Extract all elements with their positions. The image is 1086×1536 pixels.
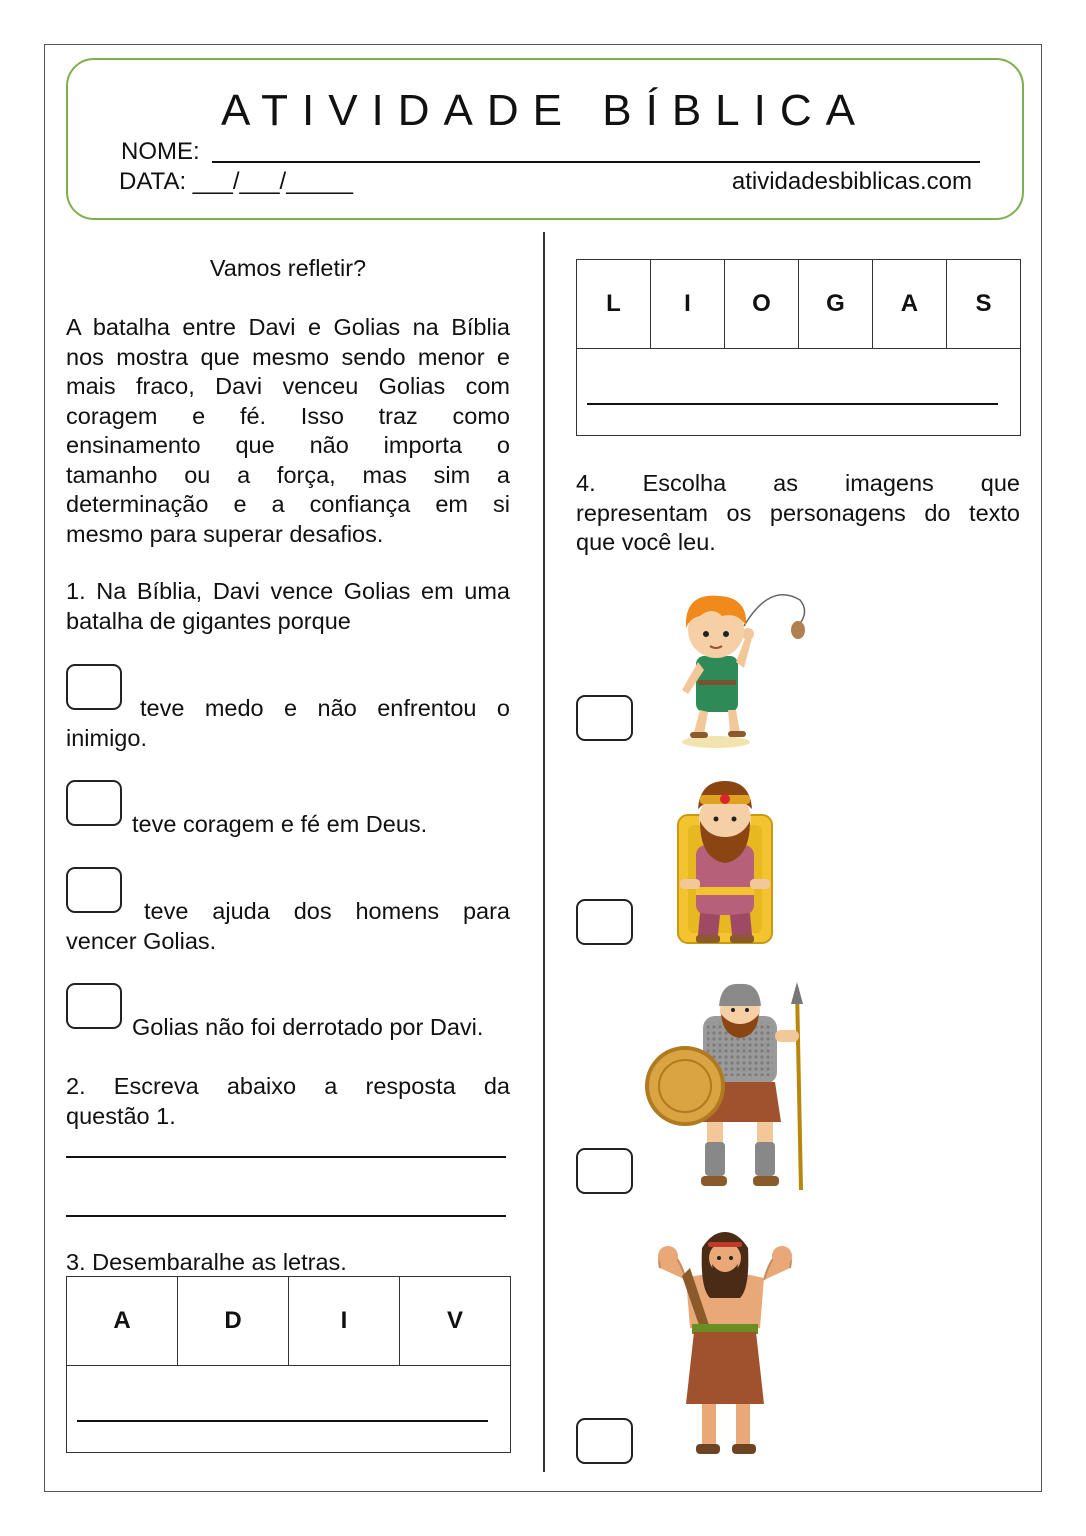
question-1-line: 1. Na Bíblia, Davi vence Golias em uma (66, 578, 510, 604)
option-2-text: teve coragem e fé em Deus. (132, 811, 428, 837)
intro-heading: Vamos refletir? (209, 255, 367, 281)
paragraph-line: ensinamento que não importa o (66, 432, 510, 458)
question-2-line: questão 1. (66, 1102, 176, 1129)
question-3: 3. Desembaralhe as letras. (66, 1249, 347, 1275)
scramble-table-davi (66, 1276, 511, 1453)
paragraph-line: tamanho ou a força, mas sim a (66, 461, 510, 488)
header-box (66, 58, 1024, 220)
question-1 (66, 577, 510, 636)
paragraph-line: coragem e fé. Isso traz como (66, 402, 510, 429)
boy-with-sling-icon (660, 582, 820, 752)
paragraph-line: determinação e a confiança em si (66, 491, 510, 517)
letter-cell: G (798, 260, 872, 349)
option-3-text: teve ajuda dos homens para vencer Golias. (66, 898, 510, 954)
paragraph-line: A batalha entre Davi e Golias na Bíblia (66, 314, 510, 340)
strongman-icon (650, 1228, 800, 1468)
character-1-checkbox[interactable] (576, 695, 633, 741)
character-2-checkbox[interactable] (576, 899, 633, 945)
option-4-text: Golias não foi derrotado por Davi. (132, 1014, 484, 1040)
intro-paragraph (66, 313, 510, 549)
letter-cell: I (289, 1277, 400, 1366)
question-4-line: que você leu. (576, 529, 716, 555)
option-1-text: teve medo e não enfrentou o inimigo. (66, 695, 510, 751)
question-2 (66, 1072, 510, 1131)
king-on-throne-icon (670, 775, 780, 950)
question-1-line: batalha de gigantes porque (66, 607, 351, 634)
character-3-checkbox[interactable] (576, 1148, 633, 1194)
paragraph-line: mais fraco, Davi venceu Golias com (66, 373, 510, 399)
letter-cell: V (400, 1277, 511, 1366)
question-4-line: representam os personagens do texto (576, 499, 1020, 526)
question-4 (576, 469, 1020, 558)
scramble-table-golias (576, 259, 1021, 436)
option-2-checkbox[interactable] (66, 780, 122, 826)
question-2-line: 2. Escreva abaixo a resposta da (66, 1073, 510, 1099)
name-field[interactable] (212, 161, 980, 163)
date-field[interactable]: DATA: ___/___/_____ (119, 168, 353, 195)
letter-cell: S (946, 260, 1020, 349)
answer-line-2[interactable] (66, 1215, 506, 1217)
unscramble-answer-cell[interactable] (577, 349, 1021, 436)
name-label: NOME: (121, 138, 200, 165)
website-label: atividadesbiblicas.com (731, 168, 972, 195)
question-4-line: 4. Escolha as imagens que (576, 470, 1020, 496)
unscramble-answer-cell[interactable] (67, 1366, 511, 1453)
page-title: ATIVIDADE BÍBLICA (221, 86, 869, 135)
soldier-with-shield-and-spear-icon (645, 982, 815, 1197)
letter-cell: I (650, 260, 724, 349)
paragraph-line: mesmo para superar desafios. (66, 520, 384, 547)
paragraph-line: nos mostra que mesmo sendo menor e (66, 343, 510, 370)
letter-cell: L (577, 260, 651, 349)
letter-cell: D (178, 1277, 289, 1366)
character-4-checkbox[interactable] (576, 1418, 633, 1464)
letter-cell: O (724, 260, 798, 349)
letter-cell: A (872, 260, 946, 349)
letter-cell: A (67, 1277, 178, 1366)
option-4-checkbox[interactable] (66, 983, 122, 1029)
column-divider (543, 232, 545, 1472)
answer-line-1[interactable] (66, 1156, 506, 1158)
